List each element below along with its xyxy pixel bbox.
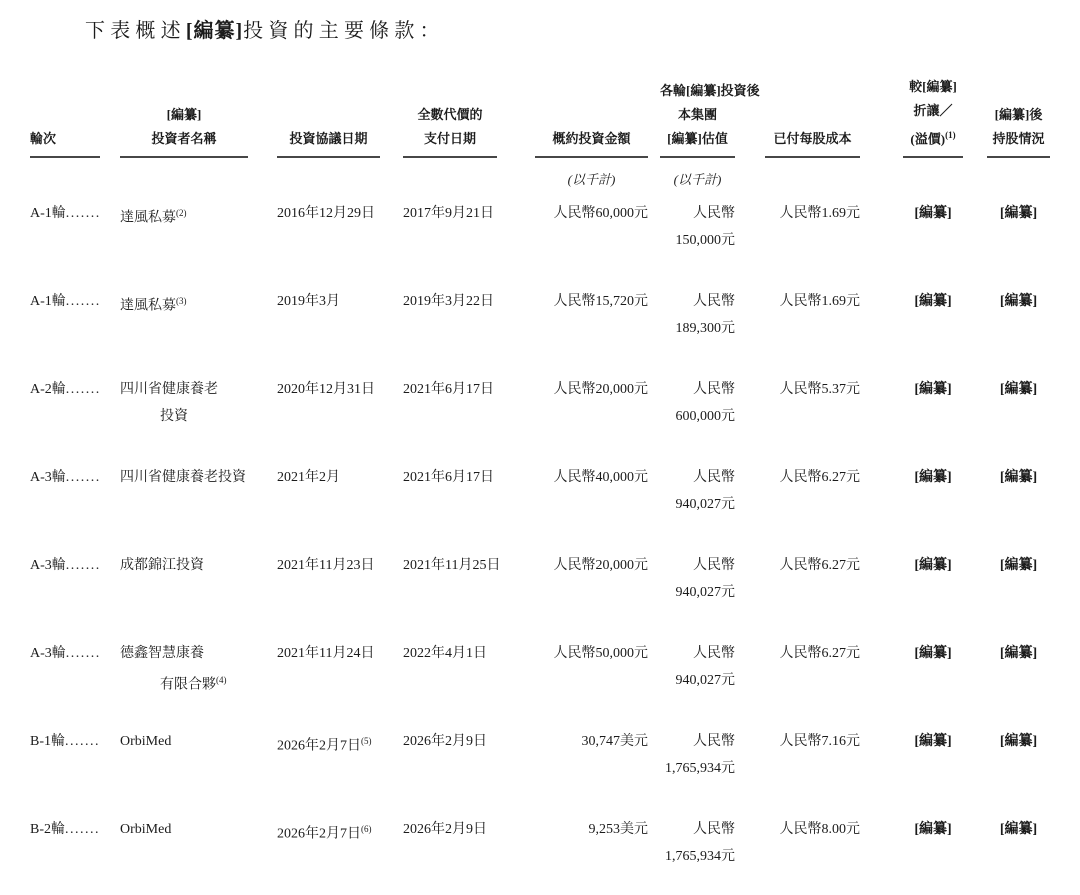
cost-per-share: 人民幣6.27元 [779, 646, 860, 661]
header-text: 投資協議日期 [289, 131, 368, 146]
agreement-date: 2019年3月 [277, 294, 340, 309]
page-title [85, 16, 1060, 46]
cell-amount [520, 367, 660, 455]
cell-investor [120, 719, 270, 807]
cell-round [30, 719, 120, 807]
redacted-value: [編纂] [914, 734, 952, 749]
cell-round [30, 543, 120, 631]
unit-note-row [30, 158, 1060, 191]
investment-amount: 人民幣60,000元 [553, 206, 648, 221]
payment-date: 2026年2月9日 [403, 822, 487, 837]
cell-amount [520, 543, 660, 631]
redacted-value: [編纂] [999, 470, 1038, 485]
cell-agreement-date [270, 807, 400, 895]
header-text: 各輪[編纂]投資後 [660, 83, 760, 98]
header-row [30, 56, 1060, 158]
valuation-value: 人民幣 [693, 558, 735, 573]
col-header-valuation [660, 56, 765, 158]
cell-valuation [660, 191, 765, 279]
cell-payment-date [400, 719, 520, 807]
investor-name: 有限合夥 [160, 677, 216, 693]
cell-discount [885, 191, 970, 279]
valuation-value: 人民幣 [693, 470, 735, 485]
redacted-value: [編纂] [914, 646, 952, 661]
cell-agreement-date [270, 367, 400, 455]
col-header-cost [765, 56, 885, 158]
cell-payment-date [400, 279, 520, 367]
cell-discount [885, 631, 970, 719]
payment-date: 2021年6月17日 [403, 382, 494, 397]
title-suffix: 投資的主要條款： [243, 20, 445, 42]
unit-note: (以千計) [673, 172, 722, 187]
header-text: 持股情況 [992, 131, 1045, 146]
cost-per-share: 人民幣8.00元 [779, 822, 860, 837]
cell-discount [885, 807, 970, 895]
table-row [30, 191, 1060, 279]
round-label: A-1輪 [30, 294, 66, 309]
col-header-investor [120, 56, 270, 158]
payment-date: 2026年2月9日 [403, 734, 487, 749]
cell-post-holding [970, 279, 1060, 367]
cell-post-holding [970, 455, 1060, 543]
cell-discount [885, 719, 970, 807]
footnote-marker: (2) [176, 208, 187, 218]
cell-agreement-date [270, 631, 400, 719]
col-header-round [30, 56, 120, 158]
cell-investor [120, 455, 270, 543]
investment-amount: 人民幣50,000元 [553, 646, 648, 661]
header-text: 折讓／ [913, 102, 953, 118]
round-label: B-1輪 [30, 734, 65, 749]
footnote-marker: (3) [176, 296, 187, 306]
round-label: B-2輪 [30, 822, 65, 837]
cell-cost-per-share [765, 279, 885, 367]
col-header-payment [400, 56, 520, 158]
agreement-date: 2021年2月 [277, 470, 340, 485]
leader-dots: ....... [65, 558, 101, 573]
table-row [30, 719, 1060, 807]
cell-discount [885, 455, 970, 543]
header-text: [編纂] [166, 107, 202, 122]
empty-cell [970, 158, 1060, 191]
payment-date: 2021年11月25日 [403, 558, 501, 573]
cost-per-share: 人民幣6.27元 [779, 558, 860, 573]
title-redacted: [編纂] [185, 20, 244, 42]
cell-agreement-date [270, 279, 400, 367]
redacted-value: [編纂] [914, 822, 952, 837]
investment-terms-table [30, 56, 1060, 895]
cost-per-share: 人民幣1.69元 [779, 294, 860, 309]
redacted-value: [編纂] [999, 646, 1038, 661]
footnote-marker: (6) [361, 824, 372, 834]
cell-agreement-date [270, 191, 400, 279]
cell-valuation [660, 543, 765, 631]
cell-amount [520, 455, 660, 543]
investor-name: 達風私募 [120, 298, 176, 314]
leader-dots: ....... [65, 822, 100, 837]
header-text: 本集團 [677, 107, 717, 122]
valuation-value: 1,765,934元 [665, 849, 735, 864]
valuation-value: 人民幣 [693, 646, 735, 661]
header-text: 支付日期 [423, 131, 476, 146]
valuation-value: 600,000元 [675, 409, 735, 424]
redacted-value: [編纂] [999, 734, 1038, 749]
payment-date: 2022年4月1日 [403, 646, 487, 661]
cell-investor [120, 191, 270, 279]
investor-name: 四川省健康養老投資 [120, 470, 246, 485]
round-label: A-2輪 [30, 382, 66, 397]
cell-investor [120, 367, 270, 455]
empty-cell [270, 158, 400, 191]
agreement-date: 2016年12月29日 [277, 206, 375, 221]
header-text: (溢價) [910, 131, 946, 146]
cell-valuation [660, 631, 765, 719]
investment-amount: 人民幣40,000元 [553, 470, 648, 485]
cost-per-share: 人民幣5.37元 [779, 382, 860, 397]
cell-cost-per-share [765, 367, 885, 455]
valuation-value: 人民幣 [693, 822, 735, 837]
table-row [30, 631, 1060, 719]
investor-name: OrbiMed [120, 822, 172, 837]
cell-valuation [660, 455, 765, 543]
table-row [30, 455, 1060, 543]
redacted-value: [編纂] [999, 558, 1038, 573]
footnote-marker: (5) [361, 736, 372, 746]
table-row [30, 279, 1060, 367]
agreement-date: 2026年2月7日 [277, 738, 361, 754]
valuation-value: 人民幣 [693, 382, 735, 397]
payment-date: 2021年6月17日 [403, 470, 494, 485]
cell-post-holding [970, 631, 1060, 719]
investment-amount: 30,747美元 [581, 734, 648, 749]
empty-cell [400, 158, 520, 191]
redacted-value: [編纂] [914, 294, 952, 309]
cell-cost-per-share [765, 455, 885, 543]
cell-valuation [660, 807, 765, 895]
cell-cost-per-share [765, 543, 885, 631]
cell-post-holding [970, 543, 1060, 631]
agreement-date: 2021年11月24日 [277, 646, 375, 661]
cell-post-holding [970, 807, 1060, 895]
header-text: 概約投資金額 [552, 131, 631, 146]
header-text: 投資者名稱 [151, 131, 217, 146]
title-prefix: 下表概述 [85, 20, 186, 42]
agreement-date: 2020年12月31日 [277, 382, 375, 397]
round-label: A-1輪 [30, 206, 66, 221]
cell-round [30, 631, 120, 719]
investment-amount: 人民幣20,000元 [553, 382, 648, 397]
cell-agreement-date [270, 543, 400, 631]
cell-amount [520, 807, 660, 895]
unit-note: (以千計) [567, 172, 616, 187]
investor-name: 投資 [160, 409, 188, 424]
empty-cell [885, 158, 970, 191]
empty-cell [30, 158, 120, 191]
cell-cost-per-share [765, 807, 885, 895]
cell-discount [885, 279, 970, 367]
investor-name: OrbiMed [120, 734, 172, 749]
cell-amount [520, 719, 660, 807]
header-text: 全數代價的 [417, 107, 483, 122]
footnote-marker: (1) [945, 129, 956, 140]
cell-valuation [660, 279, 765, 367]
cell-post-holding [970, 367, 1060, 455]
round-label: A-3輪 [30, 558, 66, 573]
cell-cost-per-share [765, 719, 885, 807]
cell-round [30, 807, 120, 895]
cell-post-holding [970, 191, 1060, 279]
header-text: 較[編纂] [909, 78, 957, 94]
cell-discount [885, 543, 970, 631]
table-row [30, 543, 1060, 631]
agreement-date: 2021年11月23日 [277, 558, 375, 573]
leader-dots: ....... [65, 646, 101, 661]
leader-dots: ....... [65, 206, 101, 221]
cell-payment-date [400, 807, 520, 895]
cell-round [30, 367, 120, 455]
cell-investor [120, 279, 270, 367]
cost-per-share: 人民幣6.27元 [779, 470, 860, 485]
valuation-value: 940,027元 [675, 673, 735, 688]
table-row [30, 367, 1060, 455]
cell-amount [520, 631, 660, 719]
redacted-value: [編纂] [999, 206, 1038, 221]
redacted-value: [編纂] [999, 822, 1038, 837]
investor-name: 達風私募 [120, 210, 176, 226]
redacted-value: [編纂] [914, 470, 952, 485]
valuation-value: 940,027元 [675, 497, 735, 512]
header-text: [編纂]後 [994, 107, 1043, 122]
cell-post-holding [970, 719, 1060, 807]
cell-payment-date [400, 631, 520, 719]
cost-per-share: 人民幣7.16元 [779, 734, 860, 749]
redacted-value: [編纂] [914, 558, 952, 573]
cell-investor [120, 807, 270, 895]
cost-per-share: 人民幣1.69元 [779, 206, 860, 221]
valuation-value: 1,765,934元 [665, 761, 735, 776]
cell-investor [120, 631, 270, 719]
round-label: A-3輪 [30, 646, 66, 661]
header-text: 輪次 [30, 131, 57, 146]
cell-amount [520, 191, 660, 279]
redacted-value: [編纂] [914, 382, 952, 397]
payment-date: 2017年9月21日 [403, 206, 494, 221]
redacted-value: [編纂] [999, 382, 1038, 397]
cell-payment-date [400, 367, 520, 455]
valuation-value: 人民幣 [693, 294, 735, 309]
payment-date: 2019年3月22日 [403, 294, 494, 309]
leader-dots: ....... [65, 382, 101, 397]
valuation-value: 189,300元 [675, 321, 735, 336]
redacted-value: [編纂] [914, 206, 952, 221]
unit-note-cell [520, 158, 660, 191]
agreement-date: 2026年2月7日 [277, 826, 361, 842]
investment-amount: 人民幣15,720元 [553, 294, 648, 309]
col-header-discount [885, 56, 970, 158]
cell-payment-date [400, 455, 520, 543]
col-header-holding [970, 56, 1060, 158]
header-text: [編纂]估值 [667, 131, 728, 146]
valuation-value: 940,027元 [675, 585, 735, 600]
cell-agreement-date [270, 719, 400, 807]
cell-amount [520, 279, 660, 367]
leader-dots: ....... [65, 734, 100, 749]
cell-agreement-date [270, 455, 400, 543]
unit-note-cell [660, 158, 765, 191]
cell-payment-date [400, 191, 520, 279]
round-label: A-3輪 [30, 470, 66, 485]
valuation-value: 人民幣 [693, 734, 735, 749]
leader-dots: ....... [65, 470, 101, 485]
empty-cell [120, 158, 270, 191]
investment-amount: 9,253美元 [588, 822, 648, 837]
cell-investor [120, 543, 270, 631]
col-header-agreement [270, 56, 400, 158]
valuation-value: 人民幣 [693, 206, 735, 221]
redacted-value: [編纂] [999, 294, 1038, 309]
leader-dots: ....... [65, 294, 101, 309]
table-row [30, 807, 1060, 895]
cell-cost-per-share [765, 191, 885, 279]
investor-name: 成都錦江投資 [120, 558, 204, 573]
cell-valuation [660, 367, 765, 455]
col-header-amount [520, 56, 660, 158]
investment-amount: 人民幣20,000元 [553, 558, 648, 573]
cell-discount [885, 367, 970, 455]
footnote-marker: (4) [216, 675, 227, 685]
cell-round [30, 191, 120, 279]
cell-round [30, 279, 120, 367]
investor-name: 四川省健康養老 [120, 382, 218, 397]
cell-valuation [660, 719, 765, 807]
investor-name: 德鑫智慧康養 [120, 646, 204, 661]
valuation-value: 150,000元 [675, 233, 735, 248]
cell-cost-per-share [765, 631, 885, 719]
cell-round [30, 455, 120, 543]
cell-payment-date [400, 543, 520, 631]
empty-cell [765, 158, 885, 191]
header-text: 已付每股成本 [773, 131, 852, 146]
